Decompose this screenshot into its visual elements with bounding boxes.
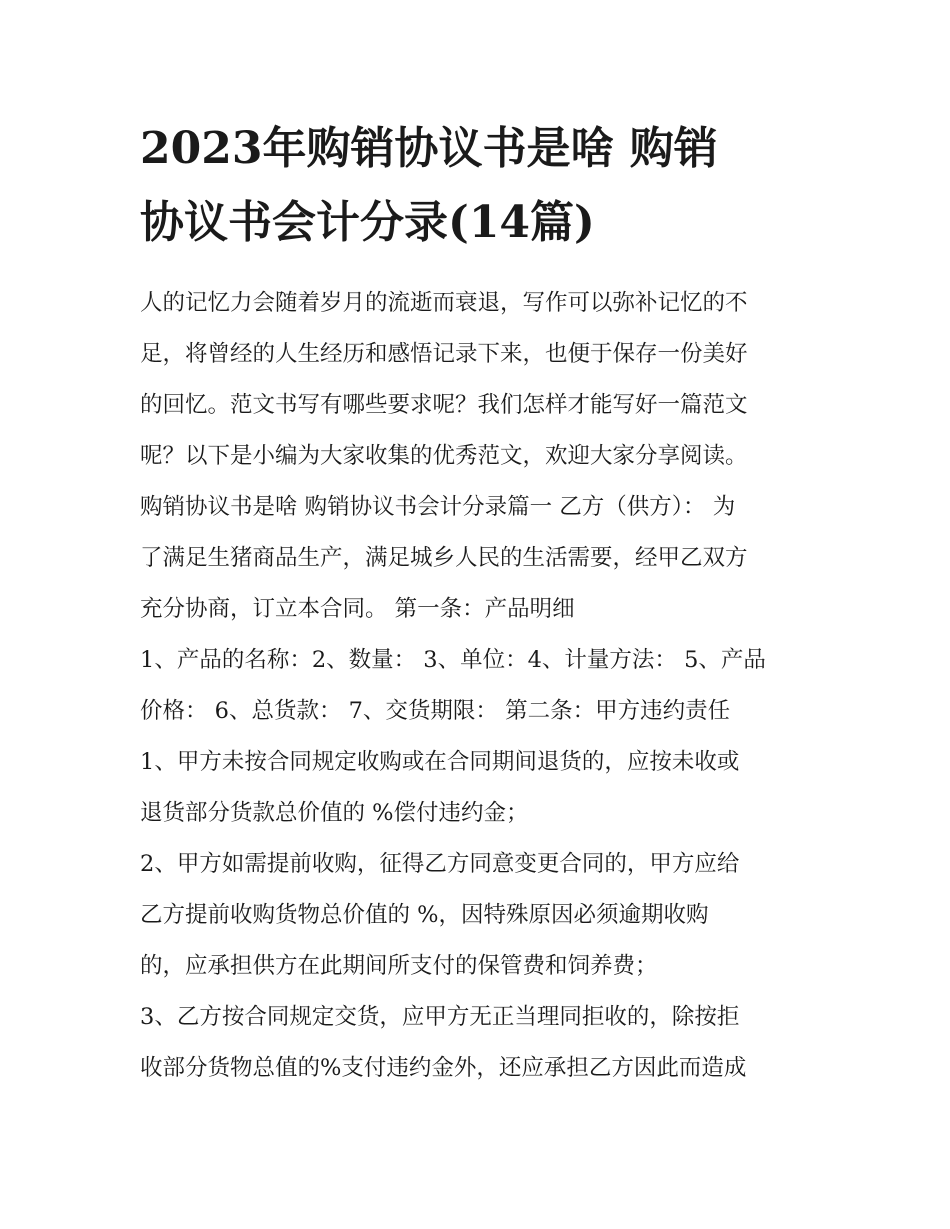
body-line-7: 充分协商，订立本合同。 第一条：产品明细: [140, 596, 575, 622]
body-line-6: 了满足生猪商品生产，满足城乡人民的生活需要，经甲乙双方: [140, 545, 748, 571]
title-line-2: 协议书会计分录(14篇): [140, 197, 595, 248]
body-line-4: 呢？以下是小编为大家收集的优秀范文，欢迎大家分享阅读。: [140, 443, 748, 469]
body-line-10: 1、甲方未按合同规定收购或在合同期间退货的，应按未收或: [140, 749, 740, 775]
body-line-13: 乙方提前收购货物总价值的 %，因特殊原因必须逾期收购: [140, 902, 709, 928]
body-line-8: 1、产品的名称：2、数量： 3、单位：4、计量方法： 5、产品: [140, 647, 766, 673]
body-line-5: 购销协议书是啥 购销协议书会计分录篇一 乙方（供方）： 为: [140, 494, 736, 520]
document-title: [140, 112, 820, 260]
title-line-1: 2023年购销协议书是啥 购销: [140, 123, 718, 174]
body-line-1: 人的记忆力会随着岁月的流逝而衰退，写作可以弥补记忆的不: [140, 290, 748, 316]
body-line-16: 收部分货物总值的%支付违约金外，还应承担乙方因此而造成: [140, 1055, 747, 1081]
body-line-9: 价格： 6、总货款： 7、交货期限： 第二条：甲方违约责任: [140, 698, 731, 724]
body-line-2: 足，将曾经的人生经历和感悟记录下来，也便于保存一份美好: [140, 341, 748, 367]
body-line-12: 2、甲方如需提前收购，征得乙方同意变更合同的，甲方应给: [140, 851, 740, 877]
body-line-14: 的，应承担供方在此期间所支付的保管费和饲养费；: [140, 953, 658, 979]
body-line-15: 3、乙方按合同规定交货，应甲方无正当理同拒收的，除按拒: [140, 1004, 740, 1030]
body-line-3: 的回忆。范文书写有哪些要求呢？我们怎样才能写好一篇范文: [140, 392, 748, 418]
body-line-11: 退货部分货款总价值的 %偿付违约金；: [140, 800, 529, 826]
document-body: [140, 278, 820, 1094]
